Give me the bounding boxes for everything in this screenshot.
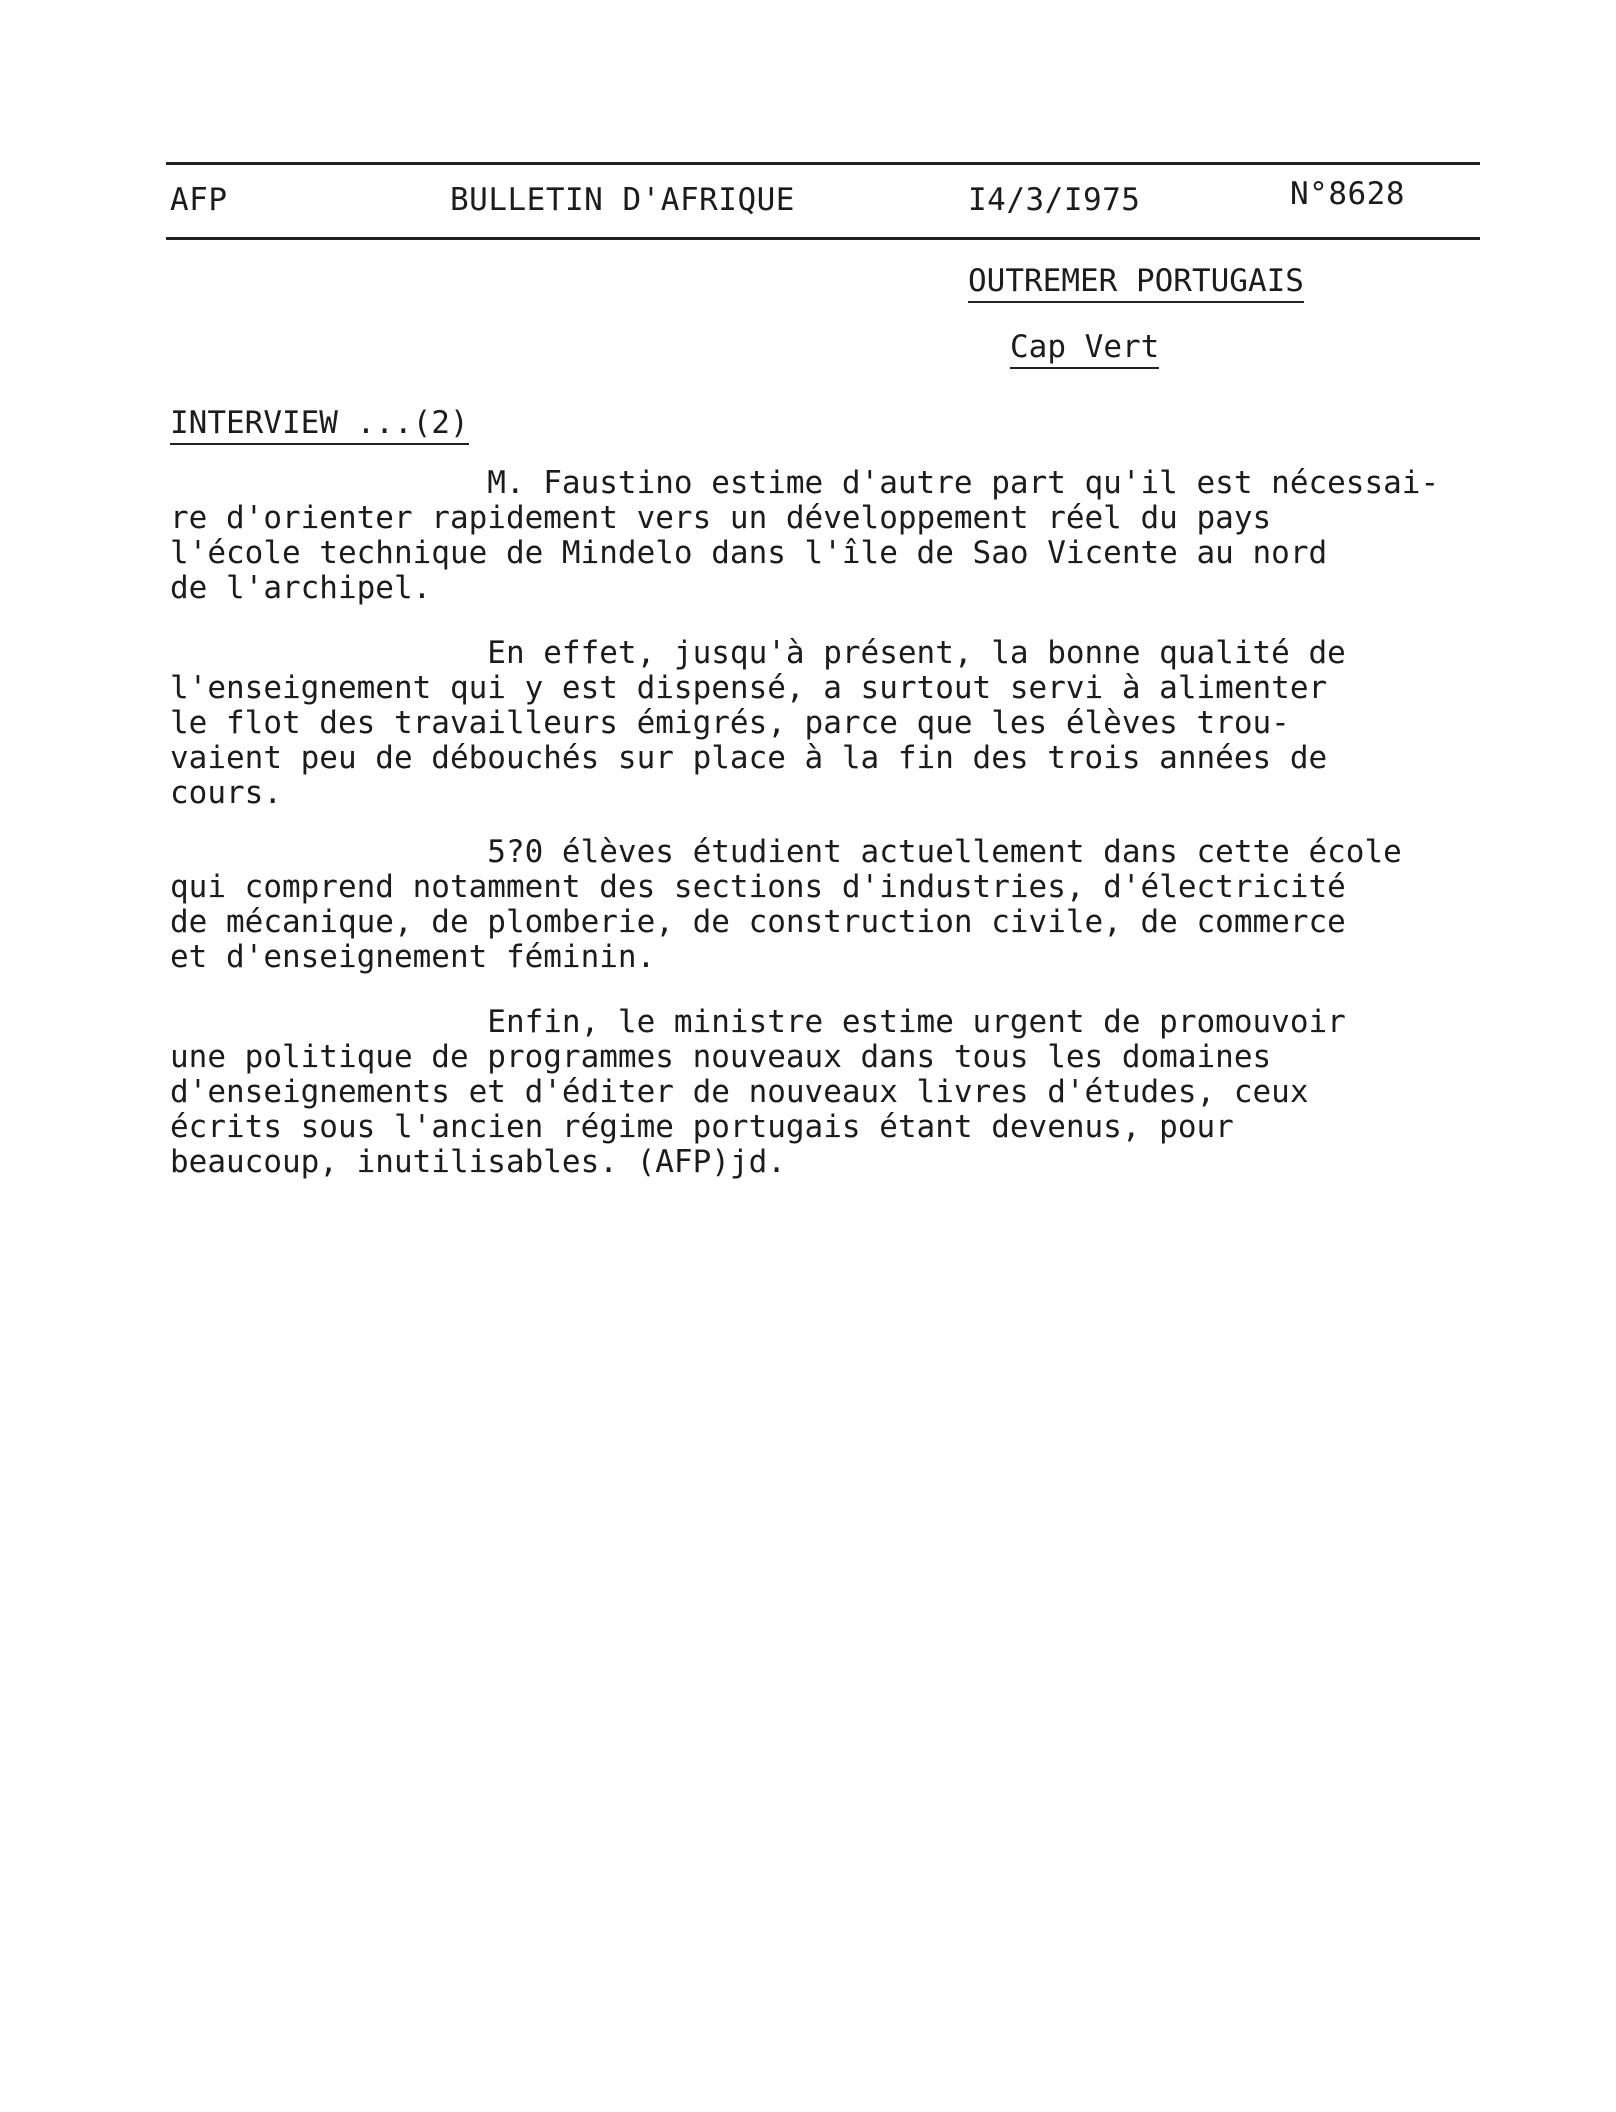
text-line: qui comprend notamment des sections d'industries, d'électricité — [170, 869, 1346, 905]
header-bottom-rule — [166, 237, 1480, 240]
text-line: une politique de programmes nouveaux dans tous les domaines — [170, 1039, 1272, 1075]
paragraph-2 — [170, 636, 1490, 811]
section-heading: OUTREMER PORTUGAIS — [968, 263, 1304, 303]
text-line: de mécanique, de plomberie, de construction civile, de commerce — [170, 904, 1346, 940]
text-line: M. Faustino estime d'autre part qu'il est nécessai- — [170, 465, 1440, 501]
text-line: cours. — [170, 775, 282, 811]
text-line: écrits sous l'ancien régime portugais étant devenus, pour — [170, 1109, 1234, 1145]
paragraph-3 — [170, 835, 1490, 975]
agency-label: AFP — [170, 182, 228, 218]
bulletin-number: N°8628 — [1290, 176, 1405, 212]
story-slug: INTERVIEW ...(2) — [170, 405, 469, 445]
text-line: 5?0 élèves étudient actuellement dans cette école — [170, 834, 1402, 870]
country-heading: Cap Vert — [1010, 329, 1159, 369]
text-line: d'enseignements et d'éditer de nouveaux livres d'études, ceux — [170, 1074, 1309, 1110]
text-line: l'école technique de Mindelo dans l'île de Sao Vicente au nord — [170, 535, 1328, 571]
text-line: vaient peu de débouchés sur place à la fin des trois années de — [170, 740, 1328, 776]
text-line: le flot des travailleurs émigrés, parce que les élèves trou- — [170, 705, 1290, 741]
header-top-rule — [166, 162, 1480, 165]
bulletin-date: I4/3/I975 — [968, 182, 1141, 218]
text-line: beaucoup, inutilisables. (AFP)jd. — [170, 1144, 786, 1180]
bulletin-title: BULLETIN D'AFRIQUE — [450, 182, 795, 218]
text-line: et d'enseignement féminin. — [170, 939, 656, 975]
paragraph-1 — [170, 466, 1490, 606]
text-line: Enfin, le ministre estime urgent de promouvoir — [170, 1004, 1346, 1040]
text-line: de l'archipel. — [170, 570, 432, 606]
text-line: En effet, jusqu'à présent, la bonne qualité de — [170, 635, 1346, 671]
text-line: re d'orienter rapidement vers un développement réel du pays — [170, 500, 1272, 536]
paragraph-4 — [170, 1005, 1490, 1180]
text-line: l'enseignement qui y est dispensé, a surtout servi à alimenter — [170, 670, 1328, 706]
